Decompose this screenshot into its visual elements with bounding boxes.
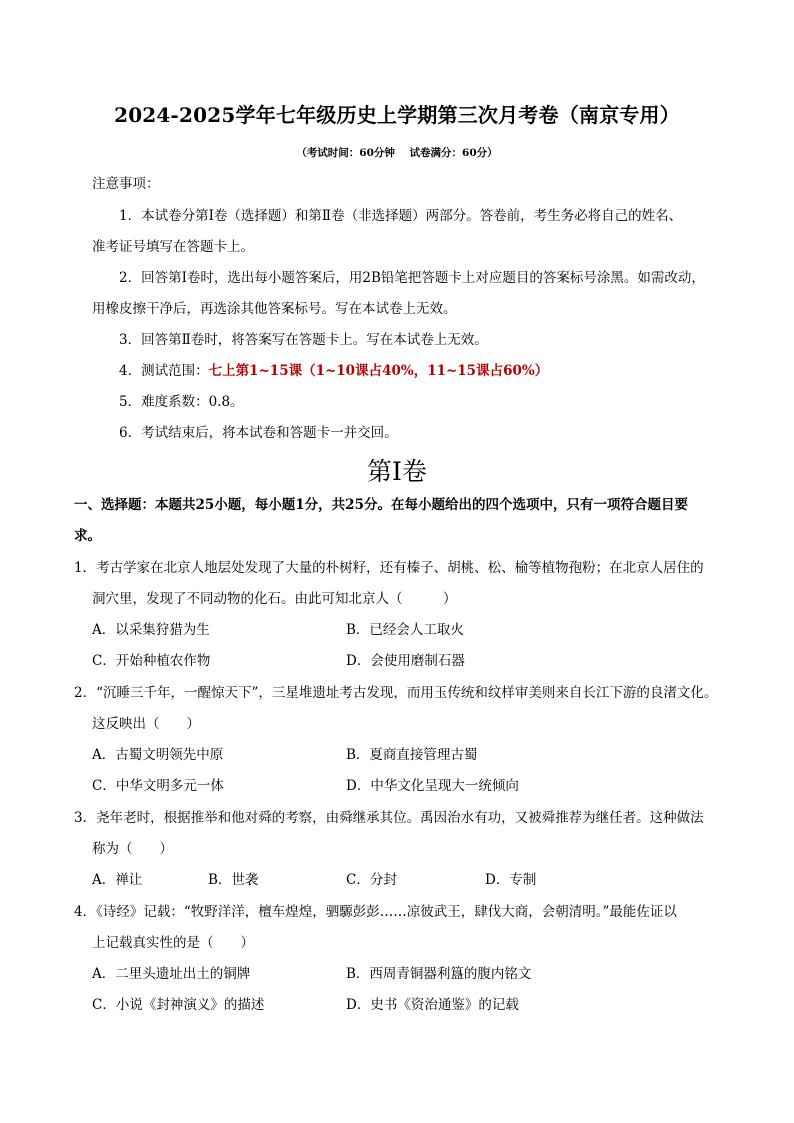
question-3-option-b: B．世袭 bbox=[208, 872, 259, 888]
question-4-option-c: C．小说《封神演义》的描述 bbox=[92, 997, 265, 1013]
question-2-option-a: A．古蜀文明领先中原 bbox=[92, 747, 224, 763]
question-2-line-2: 这反映出（ ） bbox=[92, 716, 200, 732]
section-heading-part-2: 本题共25小题，每小题1分，共25分。在每小题给出的 bbox=[155, 497, 486, 513]
notice-item-1-line-1: 1．本试卷分第Ⅰ卷（选择题）和第Ⅱ卷（非选择题）两部分。答卷前，考生务必将自己的姓名、 bbox=[119, 208, 683, 224]
question-1-line-2: 洞穴里，发现了不同动物的化石。由此可知北京人（ ） bbox=[92, 591, 457, 607]
question-3-line-2: 称为（ ） bbox=[92, 841, 173, 857]
section-heading-line-2: 求。 bbox=[74, 528, 101, 544]
question-3-option-a: A．禅让 bbox=[92, 872, 143, 888]
notice-item-2-line-2: 用橡皮擦干净后，再选涂其他答案标号。写在本试卷上无效。 bbox=[92, 301, 457, 317]
question-3-option-c: C．分封 bbox=[346, 872, 397, 888]
question-4-line-1: 4．《诗经》记载：“牧野洋洋，檀车煌煌，驷騵彭彭……凉彼武王，肆伐大商，会朝清明。”最能佐证以 bbox=[74, 904, 677, 920]
exam-title: 2024-2025学年七年级历史上学期第三次月考卷（南京专用） bbox=[114, 103, 680, 127]
section-heading-part-4: 中，只有一项符合题目要 bbox=[539, 497, 688, 513]
notice-label: 注意事项： bbox=[92, 176, 160, 192]
question-1-option-c: C．开始种植农作物 bbox=[92, 653, 211, 669]
notice-item-5: 5．难度系数：0.8。 bbox=[119, 394, 244, 410]
section-heading-part-1: 一、选择题： bbox=[74, 497, 155, 513]
question-4-option-b: B．西周青铜器利簋的腹内铭文 bbox=[346, 966, 532, 982]
section-heading bbox=[74, 496, 688, 514]
question-3-option-d: D．专制 bbox=[485, 872, 537, 888]
question-4-option-a: A．二里头遗址出土的铜牌 bbox=[92, 966, 251, 982]
question-2-line-1: 2．“沉睡三千年，一醒惊天下”，三星堆遗址考古发现，而用玉传统和纹样审美则来自长江下游的良渚文化。 bbox=[74, 685, 718, 701]
notice-item-2-line-1: 2．回答第Ⅰ卷时，选出每小题答案后，用2B铅笔把答题卡上对应题目的答案标号涂黑。如需改动， bbox=[119, 270, 705, 286]
question-1-line-1: 1．考古学家在北京人地层处发现了大量的朴树籽，还有榛子、胡桃、松、榆等植物孢粉；在北京人居住的 bbox=[74, 560, 704, 576]
question-1-option-a: A．以采集狩猎为生 bbox=[92, 622, 210, 638]
notice-item-4 bbox=[119, 362, 548, 380]
notice-item-3: 3．回答第Ⅱ卷时，将答案写在答题卡上。写在本试卷上无效。 bbox=[119, 332, 488, 348]
question-2-option-c: C．中华文明多元一体 bbox=[92, 778, 224, 794]
notice-item-6: 6．考试结束后，将本试卷和答题卡一并交回。 bbox=[119, 425, 398, 441]
question-4-line-2: 上记载真实性的是（ ） bbox=[92, 935, 254, 951]
question-2-option-d: D．中华文化呈现大一统倾向 bbox=[346, 778, 519, 794]
notice-item-4-prefix: 4．测试范围： bbox=[119, 363, 209, 379]
question-4-option-d: D．史书《资治通鉴》的记载 bbox=[346, 997, 519, 1013]
section-heading-part-3: 四个选项 bbox=[485, 497, 540, 513]
question-3-line-1: 3．尧年老时，根据推举和他对舜的考察，由舜继承其位。禹因治水有功，又被舜推荐为继任者。这种做法 bbox=[74, 810, 704, 826]
exam-subtitle: （考试时间：60分钟 试卷满分：60分） bbox=[296, 147, 498, 159]
question-2-option-b: B．夏商直接管理古蜀 bbox=[346, 747, 478, 763]
question-1-option-d: D．会使用磨制石器 bbox=[346, 653, 465, 669]
question-1-option-b: B．已经会人工取火 bbox=[346, 622, 464, 638]
notice-item-1-line-2: 准考证号填写在答题卡上。 bbox=[92, 239, 254, 255]
test-scope-highlight: 七上第1~15课（1~10课占40%，11~15课占60%） bbox=[208, 363, 549, 379]
volume-title: 第Ⅰ卷 bbox=[367, 457, 427, 486]
